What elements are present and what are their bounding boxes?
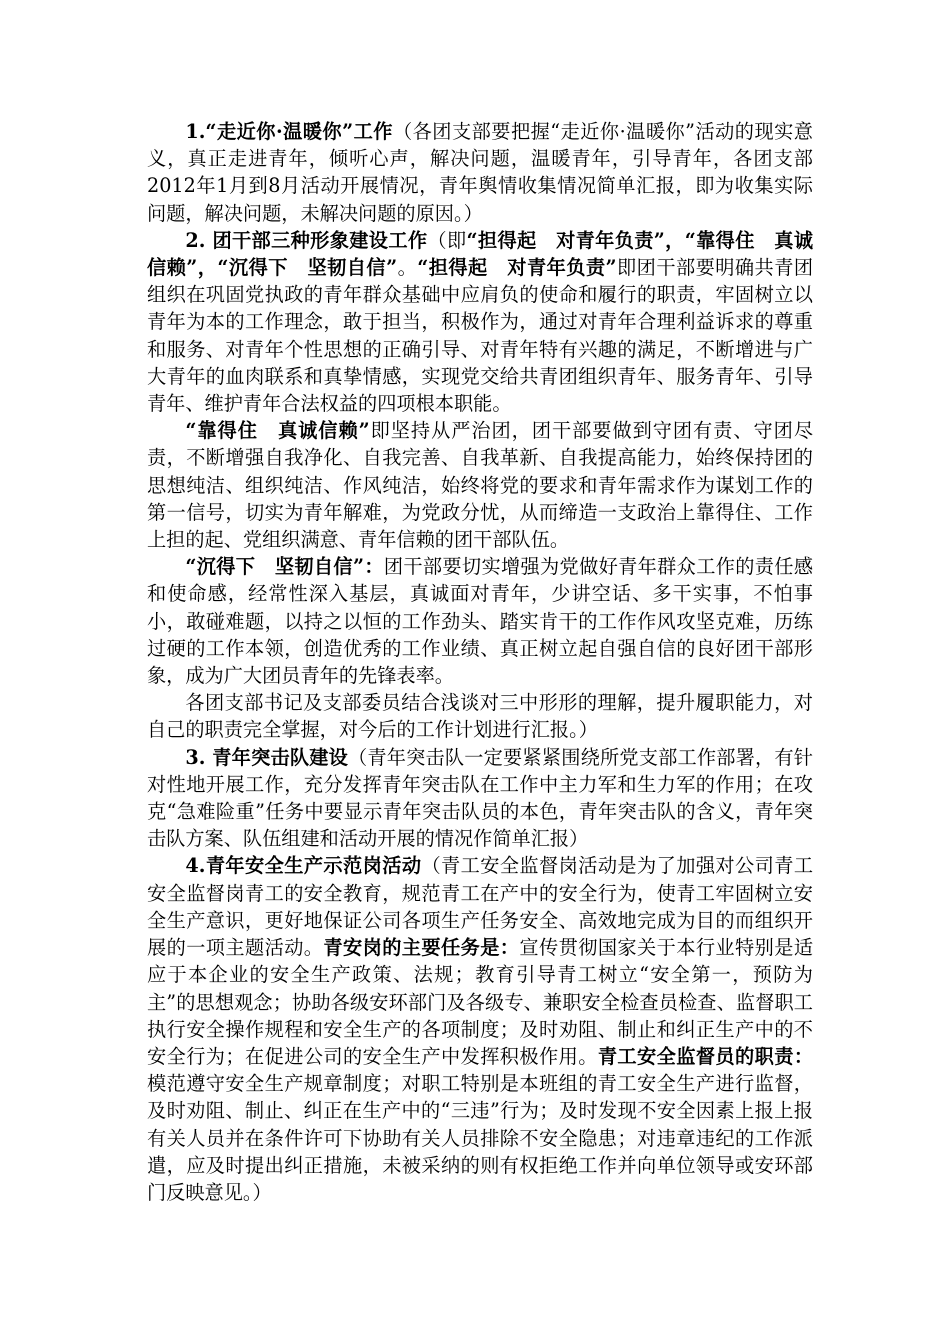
- item-2-sub2-paragraph: [147, 417, 813, 553]
- item-2-sub3-title: “沉得下 坚韧自信”：: [185, 555, 384, 579]
- item-2-sub2-title: “靠得住 真诚信赖”: [185, 419, 370, 443]
- item-2-sub2-body: 即坚持从严治团，团干部要做到守团有责、守团尽责，不断增强自我净化、自我完善、自我革新、自我提高能力，始终保持团的思想纯洁、组织纯洁、作风纯洁，始终将党的要求和青年需求作为谋划工作的第一信号，切实为青年解难，为党政分忧，从而缔造一支政治上靠得住、工作上担的起、党组织满意、青年信赖的团干部队伍。: [147, 419, 814, 552]
- item-3-body: （青年突击队一定要紧紧围绕所党支部工作部署，有针对性地开展工作，充分发挥青年突击队在工作中主力军和生力军的作用；在攻克“急难险重”任务中要显示青年突击队员的本色，青年突击队的含义，青年突击队方案、队伍组建和活动开展的情况作简单汇报）: [147, 745, 813, 851]
- item-4-bold-1: 青安岗的主要任务是：: [323, 936, 520, 960]
- item-4-heading: 4.青年安全生产示范岗活动: [185, 854, 422, 878]
- document-page: [147, 118, 813, 1206]
- item-1-paragraph: [147, 118, 813, 227]
- item-4-body-1: （青工安全监督岗活动是为了加强对公司青工安全监督岗青工的安全教育，规范青工在产中的安全行为，使青工牢固树立安全生产意识，更好地保证公司各项生产任务安全、高效地完成为目的而组织开展的一项主题活动。: [147, 854, 814, 960]
- item-3-paragraph: [147, 744, 813, 853]
- item-4-bold-2: 青工安全监督员的职责：: [597, 1044, 814, 1068]
- item-2-sub1-title: “担得起 对青年负责”: [417, 256, 617, 280]
- item-3-heading: 3. 青年突击队建设: [185, 745, 348, 769]
- item-2-image-titles: “担得起 对青年负责”，“靠得住 真诚信赖”，“沉得下 坚韧自信”: [147, 228, 814, 280]
- item-2-closing-paragraph: [147, 689, 813, 743]
- item-2-sub3-paragraph: [147, 553, 813, 689]
- item-1-body: （各团支部要把握“走近你·温暖你”活动的现实意义，真正走进青年，倾听心声，解决问题，温暖青年，引导青年，各团支部2012年1月到8月活动开展情况，青年舆情收集情况简单汇报，即为收集实际问题，解决问题，未解决问题的原因。）: [147, 120, 813, 225]
- item-2-heading: 2. 团干部三种形象建设工作: [185, 228, 428, 252]
- item-1-heading: 1.“走近你·温暖你”工作: [185, 120, 393, 143]
- item-4-paragraph: [147, 852, 813, 1206]
- item-2-sub1-body: 即团干部要明确共青团组织在巩固党执政的青年群众基础中应肩负的使命和履行的职责，牢固树立以青年为本的工作理念，敢于担当，积极作为，通过对青年合理利益诉求的尊重和服务、对青年个性思想的正确引导、对青年特有兴趣的满足，不断增进与广大青年的血肉联系和真挚情感，实现党交给共青团组织青年、服务青年、引导青年、维护青年合法权益的四项根本职能。: [147, 256, 814, 416]
- item-2-paren-open: （即: [427, 228, 467, 252]
- item-4-body-2: 宣传贯彻国家关于本行业特别是适应于本企业的安全生产政策、法规；教育引导青工树立“安全第一，预防为主”的思想观念；协助各级安环部门及各级专、兼职安全检查员检查、监督职工执行安全操作规程和安全生产的各项制度；及时劝阻、制止和纠正生产中的不安全行为；在促进公司的安全生产中发挥积极作用。: [147, 936, 814, 1068]
- item-2-paren-close: 。: [397, 256, 418, 280]
- item-4-body-3: 模范遵守安全生产规章制度；对职工特别是本班组的青工安全生产进行监督，及时劝阻、制止、纠正在生产中的“三违”行为；及时发现不安全因素上报上报有关人员并在条件许可下协助有关人员排除不安全隐患；对违章违纪的工作派遣，应及时提出纠正措施，未被采纳的则有权拒绝工作并向单位领导或安环部门反映意见。）: [147, 1072, 813, 1204]
- item-2-closing: 各团支部书记及支部委员结合浅谈对三中形形的理解，提升履职能力，对自己的职责完全掌握，对今后的工作计划进行汇报。）: [147, 691, 813, 742]
- item-2-sub3-body: 团干部要切实增强为党做好青年群众工作的责任感和使命感，经常性深入基层，真诚面对青年，少讲空话、多干实事，不怕事小，敢碰难题，以持之以恒的工作劲头、踏实肯干的工作作风攻坚克难，历练过硬的工作本领，创造优秀的工作业绩、真正树立起自强自信的良好团干部形象，成为广大团员青年的先锋表率。: [147, 555, 814, 688]
- item-2-paragraph: [147, 227, 813, 417]
